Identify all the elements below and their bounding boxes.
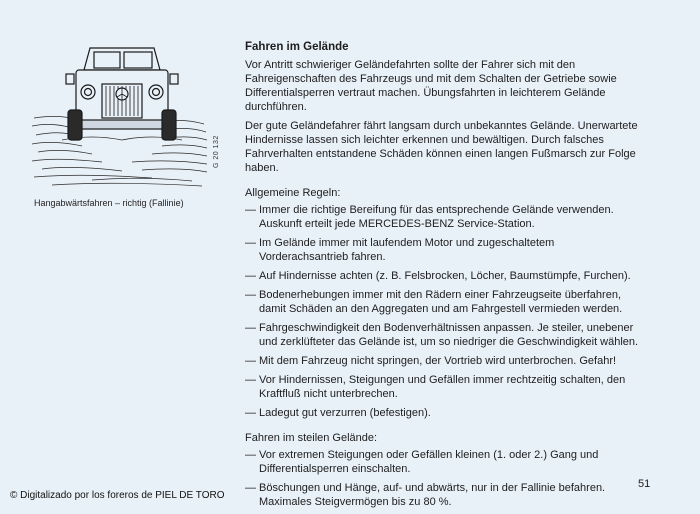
steep-terrain-heading: Fahren im steilen Gelände: xyxy=(245,432,378,444)
dash-marker: — xyxy=(245,355,256,367)
dash-marker: — xyxy=(245,449,256,461)
list-item-text: Im Gelände immer mit laufendem Motor und zugeschaltetem Vorderachsantrieb fahren. xyxy=(259,237,555,263)
list-item xyxy=(245,354,645,368)
list-item xyxy=(245,448,645,476)
intro-paragraph: Vor Antritt schwieriger Geländefahrten sollte der Fahrer sich mit den Fahreigenschaften des Fahrzeugs und mit dem Schalten der Getriebe sowie Differentialsperren vertraut machen. Übungsfahrten in leichterem Gelände durchführen. xyxy=(245,59,617,113)
figure-caption: Hangabwärtsfahren – richtig (Fallinie) xyxy=(34,198,184,208)
general-rules-heading: Allgemeine Regeln: xyxy=(245,187,341,199)
dash-marker: — xyxy=(245,237,256,249)
list-item-text: Mit dem Fahrzeug nicht springen, der Vortrieb wird unterbrochen. Gefahr! xyxy=(259,355,617,367)
list-item-text: Vor Hindernissen, Steigungen und Gefällen immer rechtzeitig schalten, den Kraftfluß nicht unterbrechen. xyxy=(259,374,626,400)
list-item xyxy=(245,481,645,509)
dash-marker: — xyxy=(245,407,256,419)
list-item xyxy=(245,269,645,283)
list-item xyxy=(245,406,645,420)
dash-marker: — xyxy=(245,322,256,334)
list-item-text: Fahrgeschwindigkeit den Bodenverhältnissen anpassen. Je steiler, unebener und zerklüfteter das Gelände ist, um so niedriger die Geschwindigkeit wählen. xyxy=(259,322,639,348)
list-item-text: Ladegut gut verzurren (befestigen). xyxy=(259,407,431,419)
list-item xyxy=(245,321,645,349)
list-item-text: Böschungen und Hänge, auf- und abwärts, nur in der Fallinie befahren. Maximales Steigvermögen bis zu 80 %. xyxy=(259,482,606,508)
dash-marker: — xyxy=(245,289,256,301)
footer-credit: © Digitalizado por los foreros de PIEL DE TORO xyxy=(10,490,225,501)
list-item-text: Auf Hindernisse achten (z. B. Felsbrocken, Löcher, Baumstümpfe, Furchen). xyxy=(259,270,631,282)
dash-marker: — xyxy=(245,204,256,216)
intro-paragraph: Der gute Geländefahrer fährt langsam durch unbekanntes Gelände. Unerwartete Hindernisse lassen sich leichter erkennen und bewältigen. Durch falsches Fahrverhalten entstandene Schäden können einen langen Fußmarsch zur Folge haben. xyxy=(245,120,638,174)
list-item xyxy=(245,203,645,231)
page-number: 51 xyxy=(638,478,651,490)
figure-code: G 20 132 xyxy=(213,135,220,168)
list-item xyxy=(245,373,645,401)
list-item-text: Bodenerhebungen immer mit den Rädern einer Fahrzeugseite überfahren, damit Schäden an den Aggregaten und am Fahrgestell vermieden werden. xyxy=(259,289,623,315)
dash-marker: — xyxy=(245,270,256,282)
main-text xyxy=(245,40,645,514)
dash-marker: — xyxy=(245,374,256,386)
offroad-vehicle-illustration xyxy=(32,40,207,192)
dash-marker: — xyxy=(245,482,256,494)
list-item-text: Vor extremen Steigungen oder Gefällen kleinen (1. oder 2.) Gang und Differentialsperren einschalten. xyxy=(259,449,599,475)
list-item xyxy=(245,236,645,264)
list-item xyxy=(245,288,645,316)
list-item-text: Immer die richtige Bereifung für das entsprechende Gelände verwenden. Auskunft erteilt jede MERCEDES-BENZ Service-Station. xyxy=(259,204,614,230)
section-title: Fahren im Gelände xyxy=(245,41,349,53)
